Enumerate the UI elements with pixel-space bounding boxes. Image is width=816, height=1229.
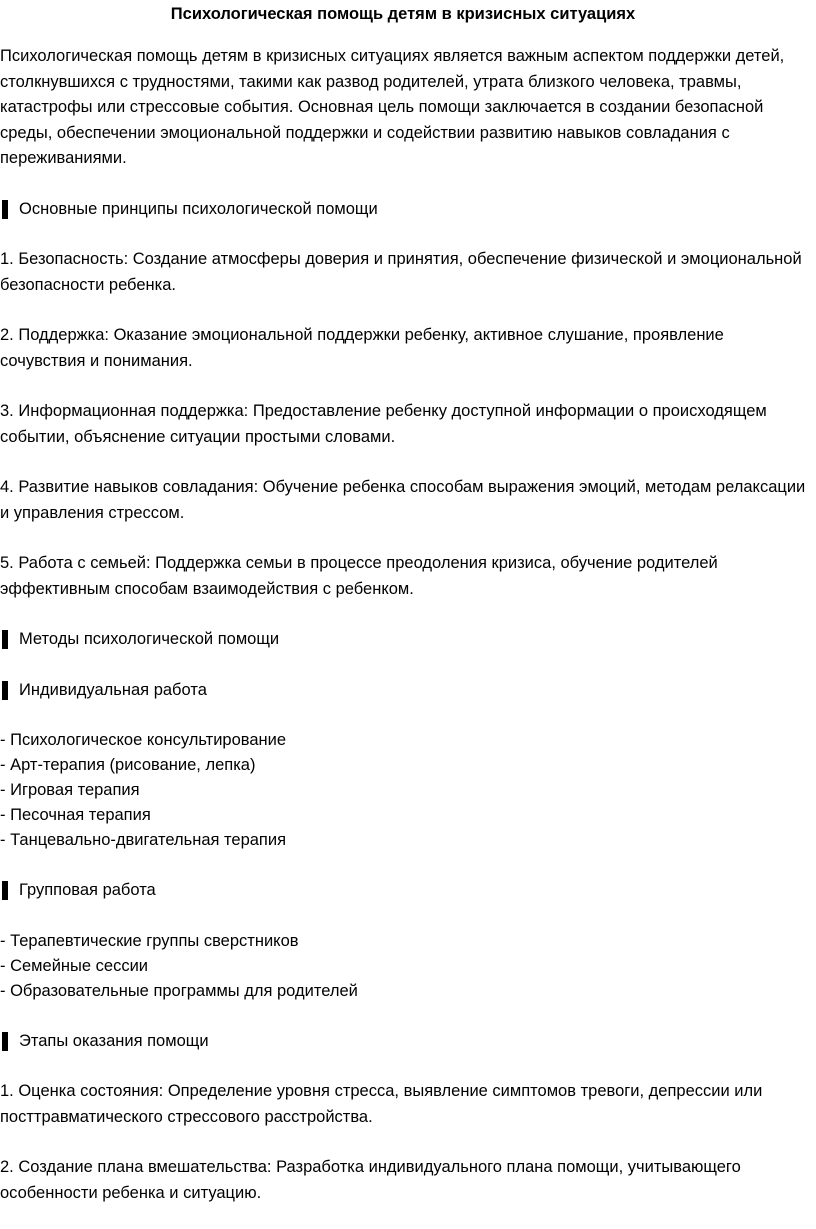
stages-heading-text: Этапы оказания помощи xyxy=(19,1031,209,1050)
heading-marker-icon xyxy=(2,200,8,219)
heading-marker-icon xyxy=(2,630,8,649)
principles-heading-text: Основные принципы психологической помощи xyxy=(19,199,378,218)
individual-work-heading xyxy=(0,678,806,704)
stage-item-1: 1. Оценка состояния: Определение уровня стресса, выявление симптомов тревоги, депрессии или посттравматического стрессового расстройства. xyxy=(0,1082,763,1126)
list-item: - Терапевтические группы сверстников xyxy=(0,931,299,950)
list-item: - Образовательные программы для родителей xyxy=(0,981,358,1000)
list-item: - Арт-терапия (рисование, лепка) xyxy=(0,756,256,774)
principle-item-3: 3. Информационная поддержка: Предоставление ребенку доступной информации о происходящем событии, объяснение ситуации простыми словами. xyxy=(0,402,767,446)
list-item: - Семейные сессии xyxy=(0,956,149,975)
methods-heading xyxy=(0,627,806,653)
methods-heading-text: Методы психологической помощи xyxy=(19,630,280,648)
list-item: - Танцевально-двигательная терапия xyxy=(0,831,287,849)
heading-marker-icon xyxy=(2,1032,8,1051)
principle-item-1: 1. Безопасность: Создание атмосферы доверия и принятия, обеспечение физической и эмоциональной безопасности ребенка. xyxy=(0,250,802,294)
heading-marker-icon xyxy=(2,881,8,900)
intro-paragraph: Психологическая помощь детям в кризисных ситуациях является важным аспектом поддержки детей, столкнувшихся с трудностями, такими как развод родителей, утрата близкого человека, травмы, катастрофы или стрессовые события. Основная цель помощи заключается в создании безопасной среды, обеспечении эмоциональной поддержки и содействии развитию навыков совладания с переживаниями. xyxy=(0,47,785,167)
stage-item-2: 2. Создание плана вмешательства: Разработка индивидуального плана помощи, учитывающего особенности ребенка и ситуацию. xyxy=(0,1158,741,1202)
stages-heading xyxy=(0,1029,806,1055)
principle-item-4: 4. Развитие навыков совладания: Обучение ребенка способам выражения эмоций, методам релаксации и управления стрессом. xyxy=(0,478,806,522)
individual-work-list xyxy=(0,728,806,853)
group-work-list xyxy=(0,929,806,1004)
list-item: - Психологическое консультирование xyxy=(0,731,287,749)
heading-marker-icon xyxy=(2,681,8,700)
document-title: Психологическая помощь детям в кризисных ситуациях xyxy=(170,5,636,23)
group-work-heading xyxy=(0,878,806,904)
principle-item-2: 2. Поддержка: Оказание эмоциональной поддержки ребенку, активное слушание, проявление сочувствия и понимания. xyxy=(0,326,724,370)
principle-item-5: 5. Работа с семьей: Поддержка семьи в процессе преодоления кризиса, обучение родителей эффективным способам взаимодействия с ребенком. xyxy=(0,554,718,598)
list-item: - Игровая терапия xyxy=(0,781,140,799)
list-item: - Песочная терапия xyxy=(0,806,151,824)
individual-work-heading-text: Индивидуальная работа xyxy=(19,680,207,699)
group-work-heading-text: Групповая работа xyxy=(19,881,156,899)
principles-heading xyxy=(0,197,806,223)
